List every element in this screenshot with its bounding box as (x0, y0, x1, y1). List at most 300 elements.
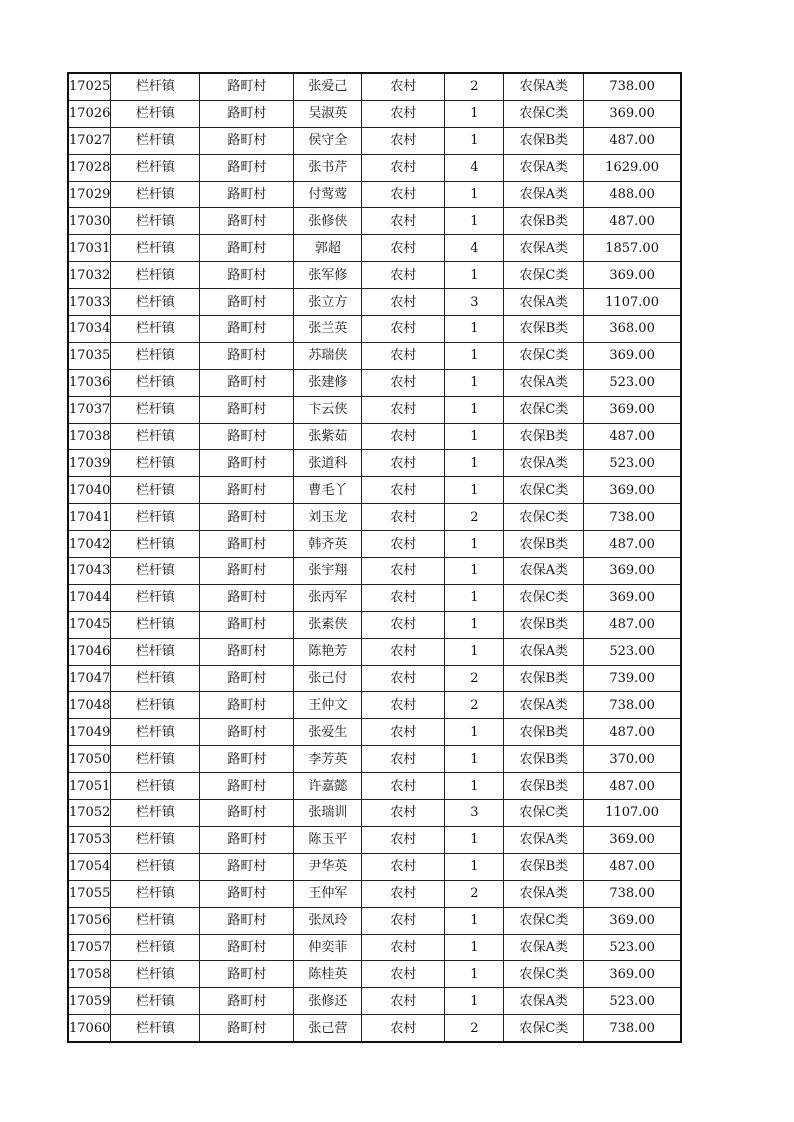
household-count-cell: 1 (445, 558, 504, 585)
household-count-cell: 1 (445, 719, 504, 746)
insurance-category-cell: 农保A类 (504, 826, 584, 853)
area-type-cell: 农村 (362, 316, 445, 343)
village-cell: 路町村 (200, 235, 294, 262)
amount-cell: 368.00 (584, 316, 681, 343)
village-cell: 路町村 (200, 127, 294, 154)
name-cell: 陈玉平 (294, 826, 362, 853)
name-cell: 卞云侠 (294, 396, 362, 423)
amount-cell: 487.00 (584, 719, 681, 746)
area-type-cell: 农村 (362, 289, 445, 316)
household-count-cell: 1 (445, 853, 504, 880)
insurance-category-cell: 农保B类 (504, 316, 584, 343)
table-row (68, 853, 681, 880)
town-cell: 栏杆镇 (111, 719, 200, 746)
village-cell: 路町村 (200, 289, 294, 316)
name-cell: 张修侠 (294, 208, 362, 235)
record-id-cell: 17054 (68, 853, 111, 880)
record-id-cell: 17043 (68, 558, 111, 585)
area-type-cell: 农村 (362, 342, 445, 369)
household-count-cell: 2 (445, 692, 504, 719)
name-cell: 张素侠 (294, 611, 362, 638)
village-cell: 路町村 (200, 1015, 294, 1042)
amount-cell: 738.00 (584, 880, 681, 907)
town-cell: 栏杆镇 (111, 853, 200, 880)
amount-cell: 369.00 (584, 826, 681, 853)
village-cell: 路町村 (200, 423, 294, 450)
name-cell: 张瑞训 (294, 800, 362, 827)
amount-cell: 738.00 (584, 1015, 681, 1042)
record-id-cell: 17042 (68, 531, 111, 558)
table-row (68, 692, 681, 719)
household-count-cell: 1 (445, 181, 504, 208)
town-cell: 栏杆镇 (111, 477, 200, 504)
household-count-cell: 1 (445, 531, 504, 558)
town-cell: 栏杆镇 (111, 880, 200, 907)
amount-cell: 738.00 (584, 504, 681, 531)
household-count-cell: 1 (445, 961, 504, 988)
insurance-category-cell: 农保B类 (504, 531, 584, 558)
village-cell: 路町村 (200, 934, 294, 961)
household-count-cell: 1 (445, 907, 504, 934)
village-cell: 路町村 (200, 746, 294, 773)
amount-cell: 738.00 (584, 73, 681, 100)
area-type-cell: 农村 (362, 719, 445, 746)
household-count-cell: 3 (445, 800, 504, 827)
area-type-cell: 农村 (362, 181, 445, 208)
name-cell: 陈桂英 (294, 961, 362, 988)
name-cell: 许嘉懿 (294, 773, 362, 800)
record-id-cell: 17040 (68, 477, 111, 504)
insurance-category-cell: 农保A类 (504, 558, 584, 585)
town-cell: 栏杆镇 (111, 369, 200, 396)
village-cell: 路町村 (200, 342, 294, 369)
insurance-category-cell: 农保C类 (504, 396, 584, 423)
household-count-cell: 1 (445, 208, 504, 235)
amount-cell: 488.00 (584, 181, 681, 208)
area-type-cell: 农村 (362, 531, 445, 558)
town-cell: 栏杆镇 (111, 988, 200, 1015)
area-type-cell: 农村 (362, 773, 445, 800)
amount-cell: 523.00 (584, 988, 681, 1015)
amount-cell: 487.00 (584, 208, 681, 235)
village-cell: 路町村 (200, 558, 294, 585)
amount-cell: 369.00 (584, 262, 681, 289)
table-row (68, 611, 681, 638)
name-cell: 陈艳芳 (294, 638, 362, 665)
table-row (68, 934, 681, 961)
name-cell: 张己付 (294, 665, 362, 692)
amount-cell: 369.00 (584, 342, 681, 369)
record-id-cell: 17060 (68, 1015, 111, 1042)
insurance-category-cell: 农保B类 (504, 719, 584, 746)
village-cell: 路町村 (200, 73, 294, 100)
name-cell: 曹毛丫 (294, 477, 362, 504)
insurance-category-cell: 农保B类 (504, 665, 584, 692)
town-cell: 栏杆镇 (111, 746, 200, 773)
name-cell: 韩齐英 (294, 531, 362, 558)
insurance-category-cell: 农保A类 (504, 934, 584, 961)
name-cell: 张凤玲 (294, 907, 362, 934)
insurance-category-cell: 农保B类 (504, 746, 584, 773)
record-id-cell: 17055 (68, 880, 111, 907)
amount-cell: 369.00 (584, 584, 681, 611)
household-count-cell: 1 (445, 773, 504, 800)
name-cell: 张道科 (294, 450, 362, 477)
village-cell: 路町村 (200, 853, 294, 880)
name-cell: 张修还 (294, 988, 362, 1015)
household-count-cell: 1 (445, 100, 504, 127)
household-count-cell: 1 (445, 611, 504, 638)
insurance-category-cell: 农保C类 (504, 504, 584, 531)
amount-cell: 523.00 (584, 638, 681, 665)
table-row (68, 961, 681, 988)
table-row (68, 181, 681, 208)
record-id-cell: 17059 (68, 988, 111, 1015)
record-id-cell: 17041 (68, 504, 111, 531)
amount-cell: 739.00 (584, 665, 681, 692)
amount-cell: 523.00 (584, 369, 681, 396)
area-type-cell: 农村 (362, 934, 445, 961)
table-row (68, 154, 681, 181)
insurance-category-cell: 农保B类 (504, 853, 584, 880)
name-cell: 张立方 (294, 289, 362, 316)
town-cell: 栏杆镇 (111, 208, 200, 235)
amount-cell: 487.00 (584, 531, 681, 558)
name-cell: 吴淑英 (294, 100, 362, 127)
name-cell: 张军修 (294, 262, 362, 289)
village-cell: 路町村 (200, 208, 294, 235)
village-cell: 路町村 (200, 800, 294, 827)
insurance-category-cell: 农保A类 (504, 289, 584, 316)
village-cell: 路町村 (200, 988, 294, 1015)
name-cell: 付莺莺 (294, 181, 362, 208)
town-cell: 栏杆镇 (111, 1015, 200, 1042)
insurance-category-cell: 农保C类 (504, 100, 584, 127)
town-cell: 栏杆镇 (111, 584, 200, 611)
village-cell: 路町村 (200, 477, 294, 504)
village-cell: 路町村 (200, 880, 294, 907)
amount-cell: 487.00 (584, 773, 681, 800)
table-row (68, 558, 681, 585)
amount-cell: 487.00 (584, 423, 681, 450)
record-id-cell: 17038 (68, 423, 111, 450)
record-id-cell: 17032 (68, 262, 111, 289)
area-type-cell: 农村 (362, 396, 445, 423)
town-cell: 栏杆镇 (111, 127, 200, 154)
household-count-cell: 1 (445, 477, 504, 504)
area-type-cell: 农村 (362, 692, 445, 719)
table-row (68, 719, 681, 746)
area-type-cell: 农村 (362, 907, 445, 934)
table-row (68, 826, 681, 853)
table-row (68, 665, 681, 692)
record-id-cell: 17057 (68, 934, 111, 961)
household-count-cell: 1 (445, 826, 504, 853)
town-cell: 栏杆镇 (111, 692, 200, 719)
record-id-cell: 17025 (68, 73, 111, 100)
record-id-cell: 17033 (68, 289, 111, 316)
town-cell: 栏杆镇 (111, 450, 200, 477)
name-cell: 侯守全 (294, 127, 362, 154)
village-cell: 路町村 (200, 665, 294, 692)
table-row (68, 584, 681, 611)
insurance-category-cell: 农保A类 (504, 880, 584, 907)
amount-cell: 369.00 (584, 100, 681, 127)
town-cell: 栏杆镇 (111, 665, 200, 692)
name-cell: 张爱己 (294, 73, 362, 100)
area-type-cell: 农村 (362, 746, 445, 773)
village-cell: 路町村 (200, 396, 294, 423)
table-row (68, 800, 681, 827)
town-cell: 栏杆镇 (111, 558, 200, 585)
table-row (68, 100, 681, 127)
amount-cell: 487.00 (584, 853, 681, 880)
table-row (68, 880, 681, 907)
village-cell: 路町村 (200, 450, 294, 477)
town-cell: 栏杆镇 (111, 423, 200, 450)
area-type-cell: 农村 (362, 665, 445, 692)
household-count-cell: 1 (445, 316, 504, 343)
town-cell: 栏杆镇 (111, 235, 200, 262)
area-type-cell: 农村 (362, 262, 445, 289)
amount-cell: 1107.00 (584, 289, 681, 316)
record-id-cell: 17039 (68, 450, 111, 477)
household-count-cell: 1 (445, 638, 504, 665)
area-type-cell: 农村 (362, 369, 445, 396)
record-id-cell: 17030 (68, 208, 111, 235)
town-cell: 栏杆镇 (111, 934, 200, 961)
name-cell: 刘玉龙 (294, 504, 362, 531)
table-row (68, 1015, 681, 1042)
town-cell: 栏杆镇 (111, 531, 200, 558)
table-row (68, 316, 681, 343)
record-id-cell: 17048 (68, 692, 111, 719)
area-type-cell: 农村 (362, 423, 445, 450)
amount-cell: 370.00 (584, 746, 681, 773)
village-cell: 路町村 (200, 719, 294, 746)
village-cell: 路町村 (200, 504, 294, 531)
amount-cell: 487.00 (584, 127, 681, 154)
town-cell: 栏杆镇 (111, 316, 200, 343)
town-cell: 栏杆镇 (111, 638, 200, 665)
household-count-cell: 2 (445, 73, 504, 100)
village-cell: 路町村 (200, 611, 294, 638)
name-cell: 张丙军 (294, 584, 362, 611)
household-count-cell: 2 (445, 1015, 504, 1042)
insurance-category-cell: 农保A类 (504, 692, 584, 719)
household-count-cell: 2 (445, 880, 504, 907)
table-row (68, 450, 681, 477)
area-type-cell: 农村 (362, 235, 445, 262)
town-cell: 栏杆镇 (111, 826, 200, 853)
area-type-cell: 农村 (362, 504, 445, 531)
town-cell: 栏杆镇 (111, 100, 200, 127)
insurance-category-cell: 农保A类 (504, 450, 584, 477)
table-row (68, 342, 681, 369)
town-cell: 栏杆镇 (111, 289, 200, 316)
amount-cell: 369.00 (584, 477, 681, 504)
village-cell: 路町村 (200, 262, 294, 289)
area-type-cell: 农村 (362, 127, 445, 154)
insurance-category-cell: 农保C类 (504, 1015, 584, 1042)
insurance-category-cell: 农保B类 (504, 773, 584, 800)
household-count-cell: 1 (445, 934, 504, 961)
insurance-category-cell: 农保A类 (504, 73, 584, 100)
household-count-cell: 1 (445, 262, 504, 289)
area-type-cell: 农村 (362, 1015, 445, 1042)
village-cell: 路町村 (200, 531, 294, 558)
table-row (68, 127, 681, 154)
insurance-category-cell: 农保B类 (504, 208, 584, 235)
household-count-cell: 1 (445, 396, 504, 423)
area-type-cell: 农村 (362, 584, 445, 611)
table-row (68, 504, 681, 531)
area-type-cell: 农村 (362, 800, 445, 827)
area-type-cell: 农村 (362, 853, 445, 880)
name-cell: 张兰英 (294, 316, 362, 343)
insurance-category-cell: 农保B类 (504, 611, 584, 638)
name-cell: 尹华英 (294, 853, 362, 880)
table-row (68, 262, 681, 289)
record-id-cell: 17047 (68, 665, 111, 692)
town-cell: 栏杆镇 (111, 800, 200, 827)
amount-cell: 523.00 (584, 934, 681, 961)
household-count-cell: 1 (445, 450, 504, 477)
table-row (68, 988, 681, 1015)
record-id-cell: 17049 (68, 719, 111, 746)
record-table (67, 72, 682, 1043)
village-cell: 路町村 (200, 181, 294, 208)
name-cell: 张爱生 (294, 719, 362, 746)
town-cell: 栏杆镇 (111, 961, 200, 988)
amount-cell: 369.00 (584, 396, 681, 423)
household-count-cell: 1 (445, 342, 504, 369)
table-row (68, 477, 681, 504)
town-cell: 栏杆镇 (111, 73, 200, 100)
town-cell: 栏杆镇 (111, 342, 200, 369)
town-cell: 栏杆镇 (111, 154, 200, 181)
village-cell: 路町村 (200, 584, 294, 611)
village-cell: 路町村 (200, 154, 294, 181)
record-id-cell: 17027 (68, 127, 111, 154)
table-row (68, 369, 681, 396)
record-id-cell: 17056 (68, 907, 111, 934)
record-id-cell: 17045 (68, 611, 111, 638)
insurance-category-cell: 农保C类 (504, 907, 584, 934)
name-cell: 苏瑞侠 (294, 342, 362, 369)
table-row (68, 773, 681, 800)
area-type-cell: 农村 (362, 100, 445, 127)
name-cell: 郭超 (294, 235, 362, 262)
record-id-cell: 17031 (68, 235, 111, 262)
area-type-cell: 农村 (362, 450, 445, 477)
town-cell: 栏杆镇 (111, 396, 200, 423)
area-type-cell: 农村 (362, 73, 445, 100)
name-cell: 张宇翔 (294, 558, 362, 585)
town-cell: 栏杆镇 (111, 773, 200, 800)
record-id-cell: 17037 (68, 396, 111, 423)
table-row (68, 73, 681, 100)
amount-cell: 487.00 (584, 611, 681, 638)
table-row (68, 208, 681, 235)
table-row (68, 638, 681, 665)
household-count-cell: 3 (445, 289, 504, 316)
area-type-cell: 农村 (362, 826, 445, 853)
household-count-cell: 2 (445, 504, 504, 531)
table-row (68, 289, 681, 316)
household-count-cell: 4 (445, 154, 504, 181)
insurance-category-cell: 农保A类 (504, 235, 584, 262)
insurance-category-cell: 农保C类 (504, 800, 584, 827)
village-cell: 路町村 (200, 100, 294, 127)
record-id-cell: 17035 (68, 342, 111, 369)
amount-cell: 1629.00 (584, 154, 681, 181)
area-type-cell: 农村 (362, 477, 445, 504)
area-type-cell: 农村 (362, 961, 445, 988)
table-row (68, 531, 681, 558)
village-cell: 路町村 (200, 692, 294, 719)
record-id-cell: 17036 (68, 369, 111, 396)
village-cell: 路町村 (200, 826, 294, 853)
village-cell: 路町村 (200, 369, 294, 396)
insurance-category-cell: 农保C类 (504, 477, 584, 504)
village-cell: 路町村 (200, 961, 294, 988)
amount-cell: 1857.00 (584, 235, 681, 262)
household-count-cell: 4 (445, 235, 504, 262)
town-cell: 栏杆镇 (111, 504, 200, 531)
area-type-cell: 农村 (362, 880, 445, 907)
name-cell: 仲奕菲 (294, 934, 362, 961)
table-row (68, 235, 681, 262)
amount-cell: 738.00 (584, 692, 681, 719)
record-id-cell: 17029 (68, 181, 111, 208)
table-row (68, 396, 681, 423)
insurance-category-cell: 农保B类 (504, 127, 584, 154)
household-count-cell: 1 (445, 988, 504, 1015)
record-id-cell: 17028 (68, 154, 111, 181)
area-type-cell: 农村 (362, 154, 445, 181)
household-count-cell: 1 (445, 127, 504, 154)
name-cell: 张建修 (294, 369, 362, 396)
table-row (68, 746, 681, 773)
insurance-category-cell: 农保A类 (504, 369, 584, 396)
record-id-cell: 17044 (68, 584, 111, 611)
household-count-cell: 1 (445, 584, 504, 611)
record-id-cell: 17052 (68, 800, 111, 827)
record-id-cell: 17051 (68, 773, 111, 800)
insurance-category-cell: 农保C类 (504, 342, 584, 369)
name-cell: 张紫茹 (294, 423, 362, 450)
record-id-cell: 17058 (68, 961, 111, 988)
insurance-category-cell: 农保A类 (504, 638, 584, 665)
insurance-category-cell: 农保C类 (504, 262, 584, 289)
table-row (68, 423, 681, 450)
village-cell: 路町村 (200, 316, 294, 343)
name-cell: 张己营 (294, 1015, 362, 1042)
area-type-cell: 农村 (362, 558, 445, 585)
village-cell: 路町村 (200, 773, 294, 800)
village-cell: 路町村 (200, 907, 294, 934)
record-id-cell: 17026 (68, 100, 111, 127)
record-table-body (68, 73, 681, 1042)
village-cell: 路町村 (200, 638, 294, 665)
town-cell: 栏杆镇 (111, 262, 200, 289)
record-id-cell: 17046 (68, 638, 111, 665)
insurance-category-cell: 农保A类 (504, 181, 584, 208)
record-id-cell: 17034 (68, 316, 111, 343)
amount-cell: 369.00 (584, 558, 681, 585)
household-count-cell: 1 (445, 423, 504, 450)
